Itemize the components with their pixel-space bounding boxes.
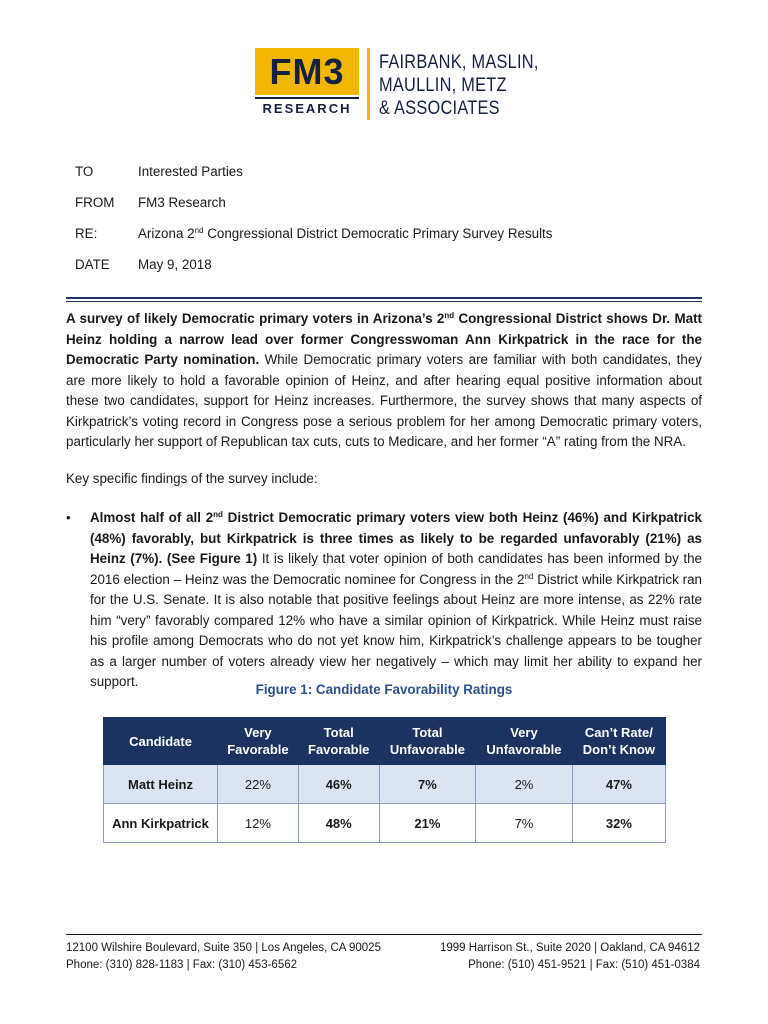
table-row	[104, 765, 666, 804]
table-header-line: Favorable	[227, 742, 289, 757]
favorability-table	[103, 717, 666, 843]
table-header-cell	[218, 718, 299, 765]
logo-name-line-1: FAIRBANK, MASLIN,	[379, 52, 539, 73]
logo-divider	[367, 48, 370, 120]
table-header-line: Can’t Rate/	[584, 725, 653, 740]
rating-cell: 22%	[218, 765, 299, 804]
table-header-cell	[104, 718, 218, 765]
footer-la-phone: Phone: (310) 828-1183 | Fax: (310) 453-6562	[66, 959, 298, 971]
logo-name-line-2: MAULLIN, METZ	[379, 75, 507, 96]
footer-oakland-office	[440, 940, 700, 974]
table-header-line: Favorable	[308, 742, 370, 757]
memo-re-value	[138, 222, 552, 246]
footer-la-address: 12100 Wilshire Boulevard, Suite 350 | Los Angeles, CA 90025	[66, 942, 381, 954]
intro-bold-sup: nd	[444, 311, 455, 320]
footer-divider	[66, 934, 702, 935]
header-divider-thick	[66, 297, 702, 299]
rating-cell: 47%	[572, 765, 665, 804]
table-header-line: Total	[323, 725, 354, 740]
table-header-cell	[379, 718, 476, 765]
table-header-line: Unfavorable	[486, 742, 562, 757]
rating-cell: 48%	[298, 804, 379, 843]
finding-bold-a: Almost half of all 2	[90, 510, 214, 525]
table-header-line: Very	[510, 725, 538, 740]
finding-bold-sup: nd	[213, 510, 223, 519]
rating-cell: 2%	[476, 765, 573, 804]
figure-title: Figure 1: Candidate Favorability Ratings	[255, 682, 513, 697]
logo-fm3-text: FM3	[255, 48, 359, 95]
key-findings-heading: Key specific findings of the survey include:	[66, 471, 318, 486]
memo-from-label: FROM	[75, 195, 115, 210]
candidate-name-cell: Ann Kirkpatrick	[104, 804, 218, 843]
fm3-logo-mark	[255, 48, 359, 120]
rating-cell: 7%	[379, 765, 476, 804]
footer-oakland-address: 1999 Harrison St., Suite 2020 | Oakland, CA 94612	[440, 942, 700, 954]
table-header-cell	[572, 718, 665, 765]
rating-cell: 46%	[298, 765, 379, 804]
table-header-cell	[476, 718, 573, 765]
table-header-row	[104, 718, 666, 765]
intro-bold-a: A survey of likely Democratic primary voters in Arizona’s 2	[66, 311, 445, 326]
intro-paragraph	[66, 309, 702, 453]
memo-to-value: Interested Parties	[138, 164, 243, 179]
rating-cell: 21%	[379, 804, 476, 843]
table-header-cell	[298, 718, 379, 765]
rating-cell: 7%	[476, 804, 573, 843]
footer-la-office	[66, 940, 381, 974]
memo-re-label: RE:	[75, 226, 98, 241]
header-divider-thin	[66, 301, 702, 302]
memo-to-label: TO	[75, 164, 94, 179]
logo-research-text: RESEARCH	[255, 97, 359, 117]
company-logo	[255, 48, 565, 120]
candidate-name-cell: Matt Heinz	[104, 765, 218, 804]
table-row	[104, 804, 666, 843]
intro-rest: While Democratic primary voters are familiar with both candidates, they are more likely to hold a favorable opinion of Heinz, and after hearing equal positive information about these two candidates, support for Heinz increases. Furthermore, the survey shows that many aspects of Kirkpatrick’s voting record in Congress pose a serious problem for her among Democratic primary voters, particularly her support of Republican tax cuts, cuts to Medicare, and her former “A” rating from the NRA.	[66, 352, 702, 449]
table-header-line: Very	[244, 725, 272, 740]
rating-cell: 32%	[572, 804, 665, 843]
bullet-dot-icon: •	[66, 510, 71, 525]
memo-date-value: May 9, 2018	[138, 257, 212, 272]
table-header-line: Unfavorable	[389, 742, 465, 757]
finding-bold-b: District Democratic primary voters view both Heinz (46%) and Kirkpatrick (48%) favorably, but Kirkpatrick is three times as likely to be regarded unfavorably (21%) as Heinz (7%). (See Figure 1)	[90, 510, 702, 566]
finding-text-sup: nd	[524, 571, 534, 581]
table-header-line: Total	[412, 725, 443, 740]
finding-text-a: It is likely that voter opinion of both candidates has been informed by the 2016 election – Heinz was the Democratic nominee for Congress in the 2	[90, 551, 702, 587]
table-header-line: Don’t Know	[582, 742, 655, 757]
intro-bold-b: Congressional District shows Dr. Matt Heinz holding a narrow lead over former Congresswoman Ann Kirkpatrick in the race for the Democratic Party nomination.	[66, 311, 702, 367]
memo-re-pre: Arizona 2	[138, 226, 195, 241]
finding-text	[90, 508, 702, 693]
memo-re-post: Congressional District Democratic Primary Survey Results	[203, 226, 553, 241]
memo-re-sup: nd	[194, 226, 204, 235]
footer-oakland-phone: Phone: (510) 451-9521 | Fax: (510) 451-0384	[468, 959, 700, 971]
table-header-line: Candidate	[129, 733, 192, 749]
finding-text-b: District while Kirkpatrick ran for the U.S. Senate. It is also notable that positive feelings about Heinz are more intense, as 22% rate him “very” favorably compared 12% who have a similar opinion of Kirkpatrick. While Heinz must raise his profile among Democrats who do not yet know him, Kirkpatrick’s challenge appears to be tougher as a larger number of voters already view her negatively – which may limit her ability to expand her support.	[90, 571, 702, 689]
logo-firm-name	[379, 48, 539, 120]
logo-name-line-3: & ASSOCIATES	[379, 98, 500, 119]
memo-date-label: DATE	[75, 257, 110, 272]
memo-from-value: FM3 Research	[138, 195, 226, 210]
rating-cell: 12%	[218, 804, 299, 843]
